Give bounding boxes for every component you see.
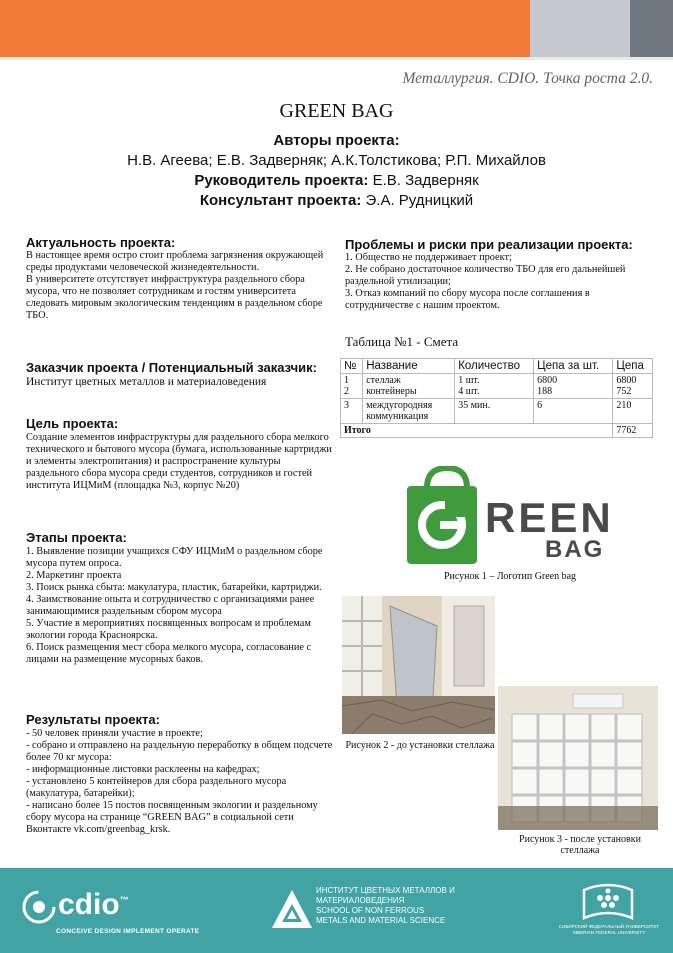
- relevance-heading: Актуальность проекта:: [26, 235, 176, 250]
- table-row: 3 междугородняя коммуникация 35 мин. 6 210: [341, 399, 653, 424]
- list-item: - установлено 5 контейнеров для сбора раздельного мусора (макулатура, батарейки);: [26, 776, 287, 799]
- consultant-line: Консультант проекта: Э.А. Рудницкий: [199, 192, 474, 209]
- table-row: 1 2 стеллаж контейнеры 1 шт. 4 шт. 6800 188 6800 752: [341, 374, 653, 399]
- top-gray-bar-light: [530, 0, 630, 57]
- footer: [0, 868, 673, 953]
- list-item: 6. Поиск размещения мест сбора мелкого мусора, согласование с лицами на размещение мусорных баков.: [26, 642, 312, 665]
- green-bag-logo: [405, 466, 615, 566]
- top-orange-bar: [0, 0, 530, 57]
- estimate-table: [340, 358, 653, 438]
- list-item: 5. Участие в мероприятиях посвященных вопросам и проблемам экологии города Красноярска.: [26, 618, 311, 641]
- list-item: - написано более 15 постов посвященным экологии и раздельному сбору мусора на странице “GREEN BAG” в социальной сети Вконтакте vk.com/greenbag_krsk.: [26, 800, 318, 835]
- list-item: - информационные листовки расклеены на кафедрах;: [26, 764, 260, 775]
- problems-list: [345, 252, 650, 312]
- table-header: Цепа за шт.: [534, 359, 613, 374]
- fig2-caption: Рисунок 2 - до установки стеллажа: [345, 740, 495, 751]
- tagline: Металлургия. CDIO. Точка роста 2.0.: [402, 70, 653, 87]
- customer-text: Институт цветных металлов и материаловедения: [26, 376, 267, 388]
- list-item: 4. Заимствование опыта и сотрудничество с организациями ранее занимающимися раздельным сбором мусора: [26, 594, 315, 617]
- list-item: 2. Маркетинг проекта: [26, 570, 122, 581]
- table-header: Количество: [455, 359, 534, 374]
- table-caption: Таблица №1 - Смета: [345, 334, 459, 349]
- authors-heading: Авторы проекта:: [273, 132, 400, 149]
- leader-line: Руководитель проекта: Е.В. Задверняк: [194, 172, 479, 189]
- sfu-logo-icon: [580, 882, 636, 922]
- list-item: 1. Выявление позиции учащихся СФУ ИЦМиМ о раздельном сборе мусора путем опроса.: [26, 546, 323, 569]
- list-item: - собрано и отправлено на раздельную переработку в общем подсчете более 70 кг мусора:: [26, 740, 333, 763]
- fig3-caption: Рисунок 3 - после установки стеллажа: [519, 834, 641, 856]
- list-item: 1. Общество не поддерживает проект;: [345, 252, 512, 263]
- goal-text: Создание элементов инфраструктуры для раздельного сбора мелкого технического и бытового мусора (бумага, использованные картриджи и элементы электропитания) и распространение культуры раздельного сбора мусора среди студентов, сотрудников и гостей института ИЦМиМ (площадка №3, корпус №20): [26, 432, 332, 491]
- stages-heading: Этапы проекта:: [26, 530, 127, 545]
- problems-heading: Проблемы и риски при реализации проекта:: [345, 237, 633, 252]
- list-item: 3. Поиск рынка сбыта: макулатура, пластик, батарейки, картриджи.: [26, 582, 322, 593]
- relevance-text: В настоящее время остро стоит проблема загрязнения окружающей среды продуктами человеческой жизнедеятельности. В университете отсутствует инфраструктура раздельного сбора мусора, что не позволяет сотрудникам и гостям университета следовать мировым экологическим тенденциям в раздельном сборе ТБО.: [26, 250, 324, 321]
- customer-heading: Заказчик проекта / Потенциальный заказчик:: [26, 360, 317, 375]
- logo-text-bag: BAG: [545, 536, 605, 563]
- top-gray-bar-dark: [630, 0, 673, 57]
- results-heading: Результаты проекта:: [26, 712, 160, 727]
- fig1-caption: Рисунок 1 – Логотип Green bag: [443, 571, 577, 582]
- page-title: GREEN BAG: [279, 100, 394, 122]
- table-total-row: Итого 7762: [341, 424, 653, 438]
- institute-name: ИНСТИТУТ ЦВЕТНЫХ МЕТАЛЛОВ И МАТЕРИАЛОВЕДЕНИЯ SCHOOL OF NON FERROUS METALS AND MATERIAL SCIENCE: [316, 886, 455, 925]
- authors-list: Н.В. Агеева; Е.В. Задверняк; А.К.Толстикова; Р.П. Михайлов: [127, 152, 546, 169]
- list-item: 3. Отказ компаний по сбору мусора после соглашения в сотрудничестве с нашим проектом.: [345, 288, 590, 311]
- sfu-name: СИБИРСКИЙ ФЕДЕРАЛЬНЫЙ УНИВЕРСИТЕТ SIBERIAN FEDERAL UNIVERSITY: [558, 924, 660, 935]
- cdio-subtitle: CONCEIVE DESIGN IMPLEMENT OPERATE: [56, 928, 200, 935]
- results-list: [26, 728, 336, 836]
- stages-list: [26, 546, 336, 666]
- list-item: 2. Не собрано достаточное количество ТБО для его дальнейшей раздельной утилизации;: [345, 264, 626, 287]
- table-header: №: [341, 359, 363, 374]
- top-divider: [0, 57, 673, 60]
- photo-after: [498, 686, 658, 830]
- logo-text-reen: REEN: [485, 494, 614, 541]
- table-header: Цепа: [613, 359, 653, 374]
- cdio-logo-text: cdio™: [58, 888, 129, 921]
- goal-heading: Цель проекта:: [26, 416, 119, 431]
- cdio-logo-icon: [22, 890, 56, 924]
- photo-before: [342, 596, 495, 734]
- list-item: - 50 человек приняли участие в проекте;: [26, 728, 203, 739]
- table-header: Название: [363, 359, 455, 374]
- institute-logo-icon: [270, 888, 314, 932]
